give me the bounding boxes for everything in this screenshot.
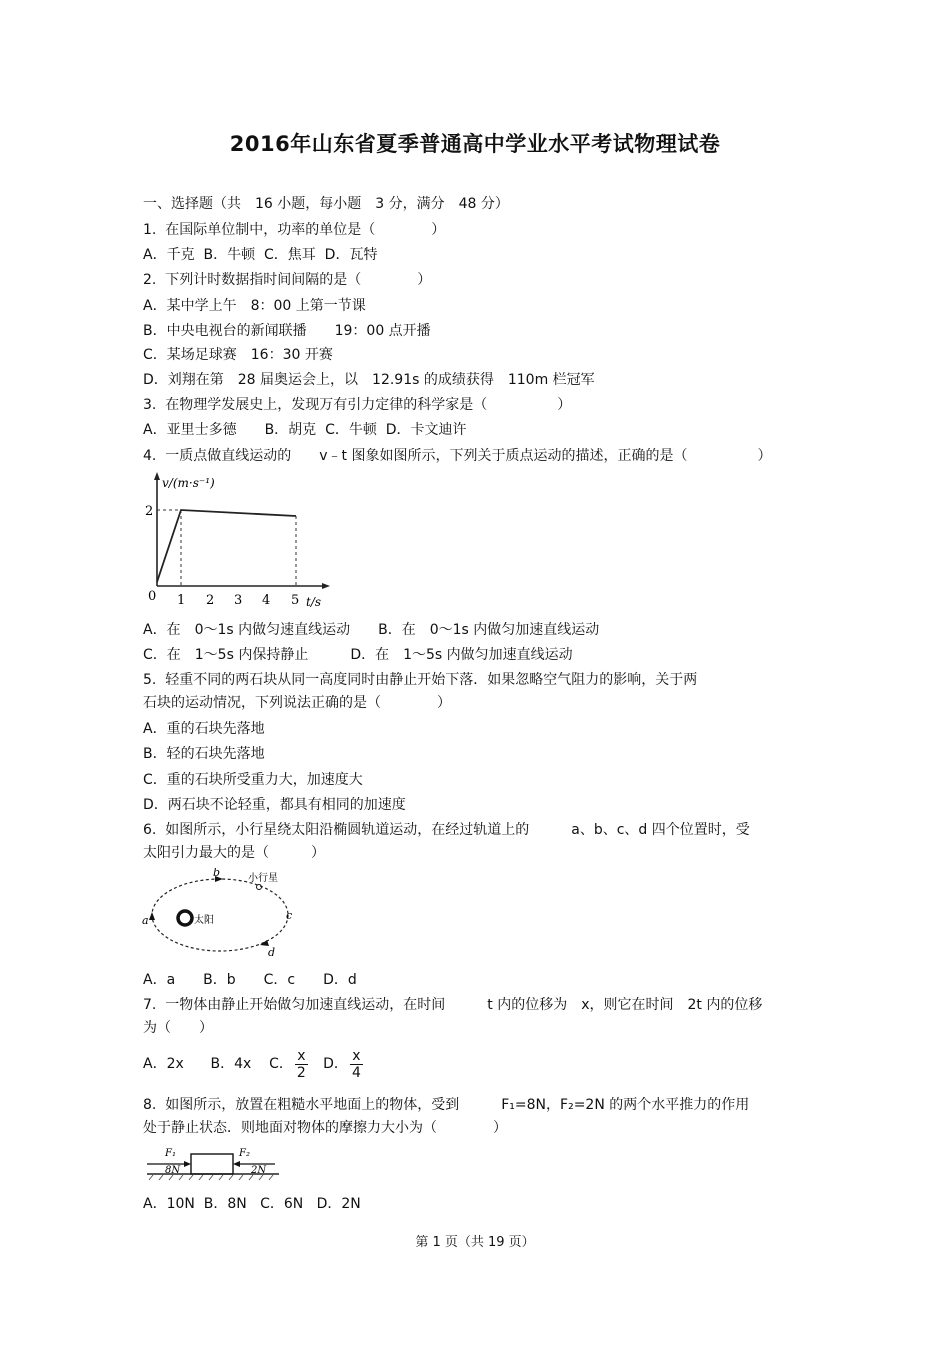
q3-options: A．亚里士多德 B．胡克 C．牛顿 D．卡文迪许	[143, 422, 467, 438]
q3-stem: 3. 在物理学发展史上，发现万有引力定律的科学家是（ ）	[143, 397, 572, 413]
q6-stem-line2: 太阳引力最大的是（ ）	[143, 845, 325, 861]
q7-c-numerator: x	[295, 1048, 308, 1065]
q7-d-denominator: 4	[351, 1064, 361, 1081]
block-forces-figure	[143, 1142, 283, 1184]
q4-options-cd: C．在 1～5s 内保持静止 D．在 1～5s 内做匀加速直线运动	[143, 647, 573, 663]
q7-option-b: B．4x	[210, 1056, 252, 1072]
q5-stem-line1: 5. 轻重不同的两石块从同一高度同时由静止开始下落．如果忽略空气阻力的影响，关于两	[143, 672, 698, 688]
q8-options: A．10N B．8N C．6N D．2N	[143, 1196, 361, 1212]
q7-option-d: D．	[323, 1056, 348, 1072]
q1-options: A．千克 B．牛顿 C．焦耳 D．瓦特	[143, 247, 378, 263]
q7-c-denominator: 2	[296, 1064, 306, 1081]
q2-stem: 2. 下列计时数据指时间间隔的是（ ）	[143, 272, 432, 288]
vt-origin: 0	[148, 589, 157, 604]
q7-d-numerator: x	[350, 1048, 363, 1065]
f2-value: 2N	[251, 1165, 267, 1176]
q5-option-d: D．两石块不论轻重，都具有相同的加速度	[143, 797, 406, 813]
q6-stem-line1: 6. 如图所示，小行星绕太阳沿椭圆轨道运动，在经过轨道上的 a、b、c、d 四个位置时，受	[143, 822, 750, 838]
q2-option-c: C．某场足球赛 16：30 开赛	[143, 347, 333, 363]
f2-arrowhead	[233, 1161, 240, 1167]
q2-option-b: B．中央电视台的新闻联播 19：00 点开播	[143, 323, 431, 339]
vt-line	[157, 510, 296, 582]
f2-label: F₂	[239, 1148, 250, 1159]
f1-value: 8N	[165, 1165, 181, 1176]
vt-y-arrow	[154, 472, 160, 480]
asteroid-dot	[257, 885, 262, 890]
page-footer: 第 1 页（共 19 页）	[415, 1235, 535, 1250]
q2-option-d: D．刘翔在第 28 届奥运会上，以 12.91s 的成绩获得 110m 栏冠军	[143, 372, 595, 388]
q4-options-ab: A．在 0～1s 内做匀速直线运动 B．在 0～1s 内做匀加速直线运动	[143, 622, 600, 638]
f1-label: F₁	[165, 1148, 176, 1159]
q5-option-b: B．轻的石块先落地	[143, 746, 265, 762]
q5-option-c: C．重的石块所受重力大，加速度大	[143, 772, 363, 788]
vt-y-tick: 2	[145, 504, 154, 519]
page-title: 2016年山东省夏季普通高中学业水平考试物理试卷	[229, 132, 721, 156]
point-c-label: c	[286, 909, 293, 922]
vt-x-tick-4: 4	[262, 593, 271, 608]
vt-x-tick-1: 1	[177, 593, 186, 608]
asteroid-label: 小行星	[248, 873, 278, 884]
block	[191, 1154, 233, 1174]
q6-options: A．a B．b C．c D．d	[143, 972, 357, 988]
q8-stem-line2: 处于静止状态．则地面对物体的摩擦力大小为（ ）	[143, 1120, 507, 1136]
q4-stem: 4. 一质点做直线运动的 v﹣t 图象如图所示，下列关于质点运动的描述，正确的是（ ）	[143, 448, 772, 464]
vt-x-tick-2: 2	[206, 593, 215, 608]
orbit-ellipse	[152, 879, 288, 951]
q7-stem-line2: 为（ ）	[143, 1020, 213, 1036]
f1-arrowhead	[184, 1161, 191, 1167]
point-d-label: d	[268, 946, 276, 959]
vt-x-tick-3: 3	[234, 593, 243, 608]
q1-stem: 1. 在国际单位制中，功率的单位是（ ）	[143, 222, 446, 238]
q7-option-d-fraction	[350, 1048, 363, 1081]
q5-option-a: A．重的石块先落地	[143, 721, 265, 737]
vt-y-label: v/(m·s⁻¹)	[162, 476, 215, 490]
q7-option-a: A．2x	[143, 1056, 184, 1072]
vt-x-tick-5: 5	[291, 593, 300, 608]
point-b-label: b	[213, 868, 221, 879]
q5-stem-line2: 石块的运动情况，下列说法正确的是（ ）	[143, 695, 451, 711]
q7-option-c-fraction	[295, 1048, 308, 1081]
q7-option-c: C．	[269, 1056, 293, 1072]
point-a-label: a	[142, 914, 149, 927]
orbit-figure	[140, 868, 310, 960]
q2-option-a: A．某中学上午 8：00 上第一节课	[143, 298, 366, 314]
sun-label: 太阳	[194, 915, 214, 926]
sun-icon	[178, 911, 192, 925]
orbit-arrow-a	[149, 912, 155, 920]
section-heading: 一、选择题（共 16 小题，每小题 3 分，满分 48 分）	[143, 196, 509, 212]
q7-options	[143, 1046, 365, 1082]
q7-stem-line1: 7. 一物体由静止开始做匀加速直线运动，在时间 t 内的位移为 x，则它在时间 2t 内的位移	[143, 997, 763, 1013]
vt-x-label: t/s	[306, 595, 322, 609]
q8-stem-line1: 8. 如图所示，放置在粗糙水平地面上的物体，受到 F₁=8N，F₂=2N 的两个水平推力的作用	[143, 1097, 750, 1113]
vt-graph-figure	[140, 470, 340, 616]
vt-x-arrow	[322, 583, 330, 589]
